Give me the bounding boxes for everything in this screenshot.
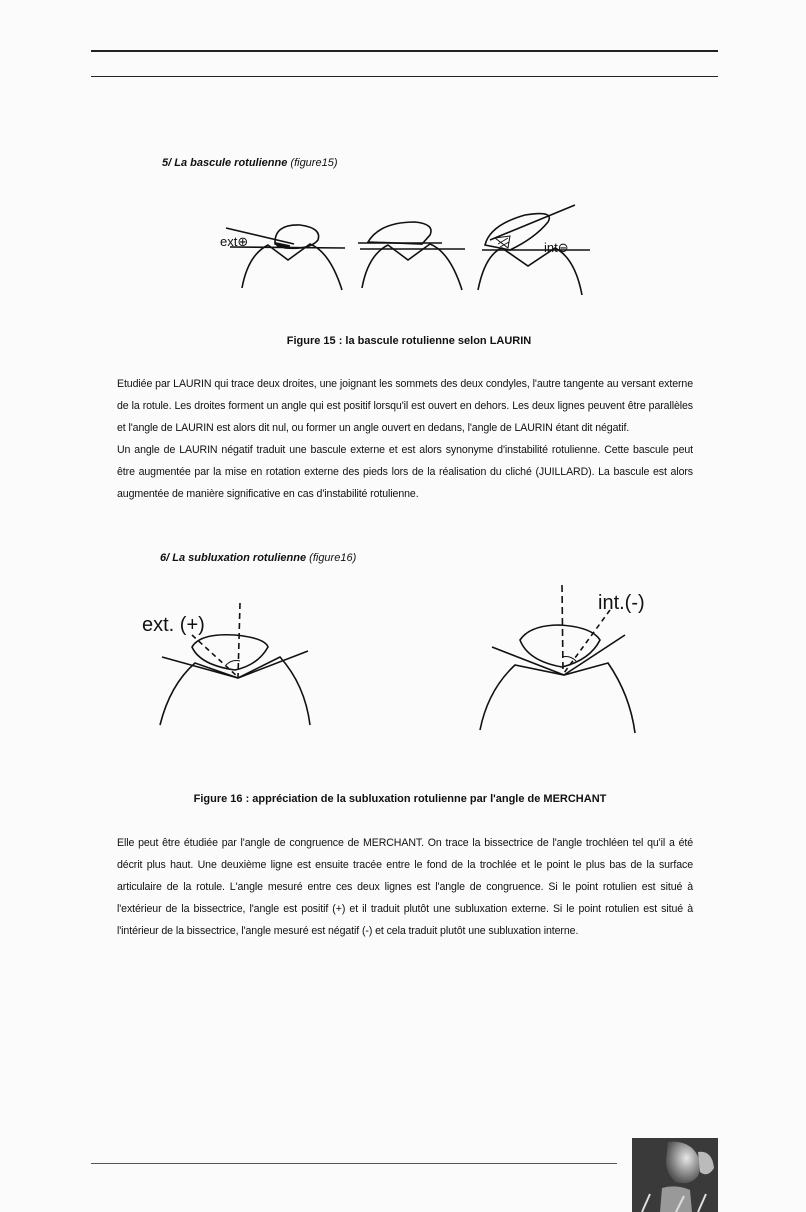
figure-15-label-ext: ext⊕ (220, 234, 249, 249)
section-5-number: 5/ (162, 157, 172, 169)
corner-knee-xray-image (632, 1138, 718, 1212)
section-5-title: La bascule rotulienne (174, 157, 288, 169)
figure-15-label-int: int⊖ (544, 240, 569, 255)
section-6-number: 6/ (160, 552, 170, 564)
figure-16-label-ext: ext. (+) (142, 614, 205, 636)
text-block-1 (117, 373, 693, 505)
knee-xray-picture (632, 1138, 718, 1212)
section-6-heading (160, 552, 356, 564)
text-1-paragraph-2: Un angle de LAURIN négatif traduit une bascule externe et est alors synonyme d'instabilité rotulienne. Cette bascule peut être augmentée par la mise en rotation externe des pieds lors de la réalisation du cliché (JUILLARD). La bascule est alors augmentée de manière significative en cas d'instabilité rotulienne. (117, 444, 693, 500)
section-5-heading (162, 157, 337, 169)
figure-16-diagram (130, 585, 670, 745)
figure-15-diagram (210, 200, 605, 300)
text-1-paragraph-1: Etudiée par LAURIN qui trace deux droites, une joignant les sommets des deux condyles, l'autre tangente au versant externe de la rotule. Les droites forment un angle qui est positif lorsqu'il est ouvert en dehors. Les deux lignes peuvent être parallèles et l'angle de LAURIN est alors dit nul, ou former un angle ouvert en dedans, l'angle de LAURIN étant dit négatif. (117, 378, 693, 434)
header-rule-bottom (91, 76, 718, 77)
figure-16-caption: Figure 16 : appréciation de la subluxation rotulienne par l'angle de MERCHANT (193, 793, 607, 805)
text-block-2 (117, 832, 693, 942)
header-rule-top (91, 50, 718, 52)
figure-15-panel-neutral (358, 222, 465, 290)
section-6-figure-ref: (figure16) (309, 552, 357, 564)
text-2-paragraph-1: Elle peut être étudiée par l'angle de congruence de MERCHANT. On trace la bissectrice de l'angle trochléen tel qu'il a été décrit plus haut. Une deuxième ligne est ensuite tracée entre le fond de la trochlée et le point le plus bas de la surface articulaire de la rotule. L'angle mesuré entre ces deux lignes est l'angle de congruence. Si le point rotulien est situé à l'extérieur de la bissectrice, l'angle est positif (+) et il traduit plutôt une subluxation externe. Si le point rotulien est situé à l'intérieur de la bissectrice, l'angle mesuré est négatif (-) et cela traduit plutôt une subluxation interne. (117, 837, 693, 937)
section-5-figure-ref: (figure15) (290, 157, 338, 169)
figure-16-label-int: int.(-) (598, 592, 645, 614)
figure-15-panel-int (478, 205, 590, 295)
section-6-title: La subluxation rotulienne (172, 552, 307, 564)
figure-15-caption: Figure 15 : la bascule rotulienne selon LAURIN (286, 335, 532, 347)
footer-rule (91, 1163, 617, 1164)
